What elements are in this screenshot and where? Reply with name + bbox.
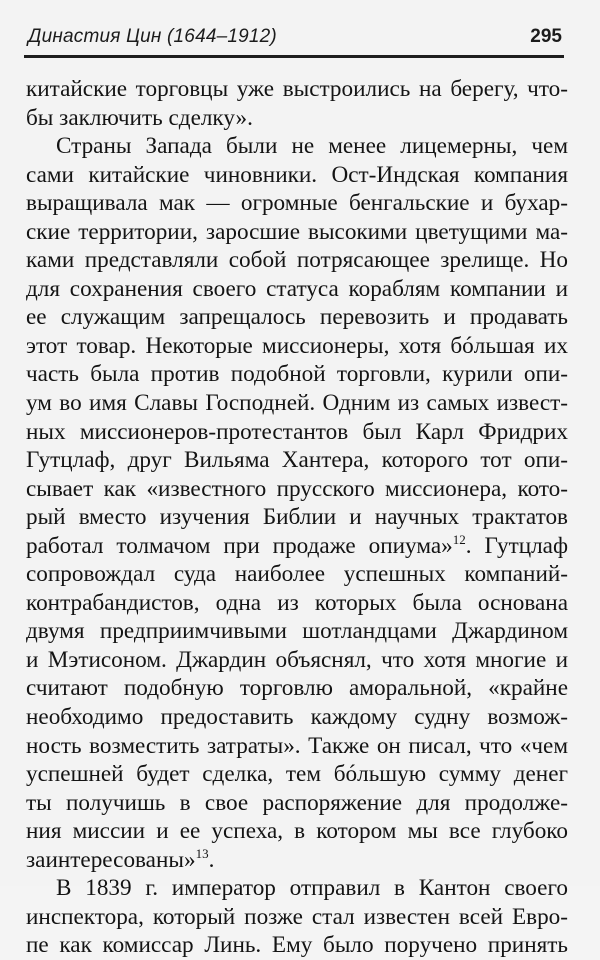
line-text: пе как комиссар Линь. Ему было поручено принять [26, 932, 568, 959]
line-text: ния миссии и ее успеха, в котором мы все глубоко [26, 818, 568, 845]
text-line [26, 760, 568, 789]
text-line [26, 874, 568, 903]
line-text: работал толмачом при продаже опиума» [26, 532, 453, 559]
line-text: успешней будет сделка, тем бóльшую сумму денег [26, 761, 568, 788]
text-line [26, 475, 568, 504]
header-rule [24, 55, 564, 58]
line-text: бы заключить сделку». [26, 104, 253, 131]
line-text: необходимо предоставить каждому судну возмож- [26, 704, 568, 731]
line-text: считают подобную торговлю аморальной, «крайне [26, 675, 568, 702]
text-line [26, 589, 568, 618]
line-text: и Мэтисоном. Джардин объяснял, что хотя многие и [26, 646, 568, 673]
text-line [26, 360, 568, 389]
page-number: 295 [530, 26, 562, 47]
text-line [26, 275, 568, 304]
line-text: китайские торговцы уже выстроились на берегу, что- [26, 76, 568, 102]
text-line [26, 389, 568, 418]
text-line [26, 903, 568, 932]
line-text: ум во имя Славы Господней. Одним из самых извест- [26, 390, 568, 417]
text-line [26, 703, 568, 732]
line-text: ты получишь в свое распоряжение для продолже- [26, 789, 568, 816]
line-text: сами китайские чиновники. Ост-Индская компания [26, 161, 568, 188]
text-line [26, 532, 568, 561]
text-line [26, 646, 568, 675]
text-line [26, 674, 568, 703]
line-text: ками представляли собой потрясающее зрелище. Но [26, 247, 568, 274]
line-text: этот товар. Некоторые миссионеры, хотя бóльшая их [26, 332, 568, 359]
line-text: Гутцлаф, друг Вильяма Хантера, которого тот опи- [26, 447, 568, 474]
body-text [26, 75, 568, 960]
line-text: заинтересованы» [26, 846, 196, 873]
text-line [26, 817, 568, 846]
text-line [26, 617, 568, 646]
line-text: сывает как «известного прусского миссионера, кото- [26, 475, 568, 502]
text-line [26, 446, 568, 475]
text-line [26, 189, 568, 218]
text-line [26, 332, 568, 361]
text-line [26, 846, 568, 875]
line-text-continuation: . [208, 846, 215, 873]
text-line [26, 104, 568, 133]
line-text: для сохранения своего статуса кораблям компании и [26, 275, 568, 302]
text-line [26, 560, 568, 589]
line-text: выращивала мак — огромные бенгальские и бухар- [26, 190, 568, 217]
line-text-continuation: . Гутцлаф [465, 532, 568, 559]
line-text: контрабандистов, одна из которых была основана [26, 589, 568, 616]
text-line [26, 246, 568, 275]
line-text: Страны Запада были не менее лицемерны, чем [56, 133, 568, 160]
text-line [26, 931, 568, 960]
line-text: сопровождал суда наиболее успешных компаний- [26, 561, 568, 588]
text-line [26, 161, 568, 190]
text-line [26, 218, 568, 247]
running-head [22, 26, 562, 56]
text-line [26, 503, 568, 532]
footnote-marker: 12 [452, 531, 466, 547]
text-line [26, 789, 568, 818]
footnote-marker: 13 [195, 845, 209, 861]
text-line [26, 303, 568, 332]
line-text: двумя предприимчивыми шотландцами Джардином [26, 618, 568, 645]
text-line [26, 732, 568, 761]
line-text: В 1839 г. император отправил в Кантон своего [56, 875, 568, 902]
line-text: рый вместо изучения Библии и научных трактатов [26, 504, 568, 531]
text-line [26, 132, 568, 161]
text-line [26, 75, 568, 104]
chapter-title: Династия Цин (1644–1912) [28, 26, 277, 47]
line-text: ские территории, заросшие высокими цветущими ма- [26, 218, 568, 245]
line-text: инспектора, который позже стал известен всей Евро- [26, 903, 568, 930]
line-text: часть была против подобной торговли, курили опи- [26, 361, 568, 388]
line-text: ных миссионеров-протестантов был Карл Фридрих [26, 418, 568, 445]
line-text: ее служащим запрещалось перевозить и продавать [26, 304, 568, 331]
text-line [26, 418, 568, 447]
line-text: ность возместить затраты». Также он писал, что «чем [26, 732, 568, 759]
